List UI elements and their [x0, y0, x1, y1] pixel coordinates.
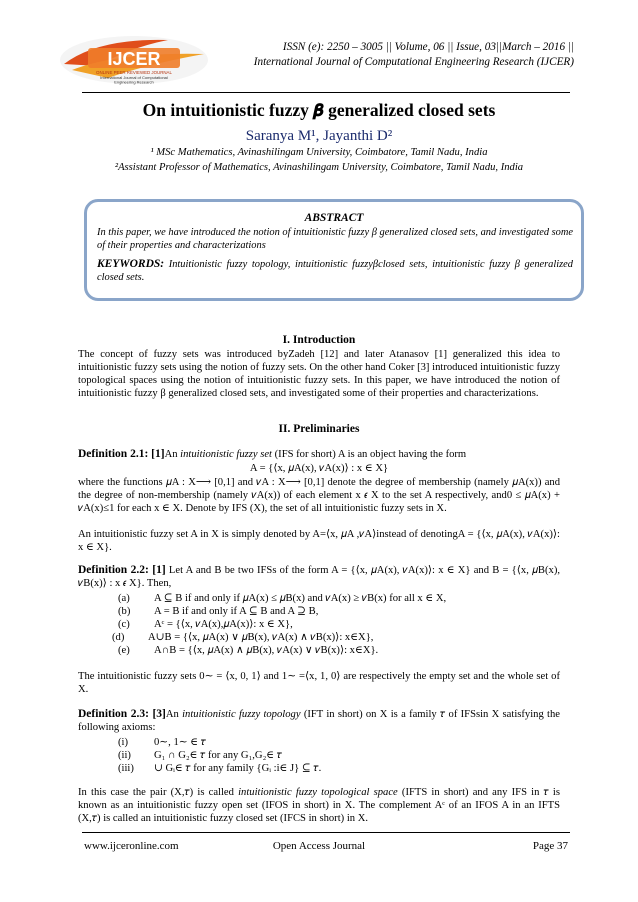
abstract-heading: ABSTRACT — [304, 212, 364, 224]
abstract-text: In this paper, we have introduced the notion of intuitionistic fuzzy β generalized closed sets, and investigated some of their properties and characterizations — [97, 227, 573, 251]
issn-line: ISSN (e): 2250 – 3005 || Volume, 06 || Issue, 03||March – 2016 || — [282, 41, 574, 53]
authors: Saranya M¹, Jayanthi D² — [245, 128, 393, 144]
item-num: (c) — [118, 619, 130, 630]
item-text: A∩B = {⟨x, 𝜇A(x) ∧ 𝜇B(x), 𝜈A(x) ∨ 𝜈B(x)⟩: x∈X}. — [154, 645, 379, 656]
definition-2-1-text: where the functions 𝜇A : X⟶ [0,1] and 𝜈A : X⟶ [0,1] denote the degree of membership (namely 𝜇A(x)) and the degree of non-membership (namely 𝜈A(x)) of each element x 𝜖 X to the set A respectively, and0 ≤ 𝜇A(x) + 𝜈A(x)≤1 for each x ∈ X. Denote by IFS (X), the set of all intuitionistic fuzzy sets in X. — [78, 477, 560, 514]
definition-2-1-label: Definition 2.1: [1] — [78, 448, 165, 460]
logo-tagline: ONLINE PEER REVIEWED JOURNAL — [96, 70, 172, 75]
header-divider — [82, 92, 570, 93]
footer-page-number: Page 37 — [532, 840, 568, 852]
def23-term: intuitionistic fuzzy topology — [182, 709, 301, 720]
keywords-text: Intuitionistic fuzzy topology, intuitionistic fuzzyβclosed sets, intuitionistic fuzzy β generalized closed sets. — [97, 259, 573, 283]
section-introduction-heading: I. Introduction — [282, 334, 356, 346]
affiliation-1: ¹ MSc Mathematics, Avinashilingam University, Coimbatore, Tamil Nadu, India — [150, 147, 488, 158]
def22-item-a — [118, 592, 446, 605]
definition-2-2-intro — [78, 564, 560, 590]
abstract-box — [84, 199, 584, 301]
def22-item-b — [118, 605, 318, 618]
footer-website-link[interactable]: www.ijceronline.com — [84, 840, 179, 852]
paper-title: On intuitionistic fuzzy 𝜷 generalized closed sets — [142, 100, 496, 120]
affiliation-2: ²Assistant Professor of Mathematics, Avinashilingam University, Coimbatore, Tamil Nadu, India — [114, 162, 524, 173]
definition-2-1-intro — [78, 448, 560, 461]
def21-intro-a: An — [164, 449, 181, 460]
journal-name-line: International Journal of Computational Engineering Research (IJCER) — [253, 56, 574, 68]
logo-wordmark: IJCER — [107, 49, 161, 69]
item-text: A ⊆ B if and only if 𝜇A(x) ≤ 𝜇B(x) and 𝜈A(x) ≥ 𝜈B(x) for all x ∈ X, — [154, 593, 447, 604]
keywords-label: KEYWORDS: — [97, 258, 165, 270]
def21-term: intuitionistic fuzzy set — [180, 449, 272, 460]
footer-divider — [82, 832, 570, 833]
item-num: (b) — [118, 606, 131, 617]
definition-2-2-after: The intuitionistic fuzzy sets 0∼ = ⟨x, 0, 1⟩ and 1∼ =⟨x, 1, 0⟩ are respectively the empty set and the whole set of X. — [78, 671, 560, 695]
def22-item-d — [112, 631, 373, 644]
item-text: A = B if and only if A ⊆ B and A ⊇ B, — [154, 606, 319, 617]
item-num: (e) — [118, 645, 130, 656]
definition-2-1-text2: An intuitionistic fuzzy set A in X is simply denoted by A=⟨x, 𝜇A ,𝜈A⟩instead of denotingA = {⟨x, 𝜇A(x), 𝜈A(x)⟩: x ∈ X}. — [78, 529, 560, 553]
keywords — [97, 258, 573, 284]
journal-header — [214, 40, 574, 70]
item-num: (i) — [118, 737, 128, 748]
footer-journal-label: Open Access Journal — [272, 840, 366, 852]
definition-2-3-after — [78, 786, 560, 825]
def23-after-b: (IFTS in short) and any IFS in 𝜏 is known as an intuitionistic fuzzy open set (IFOS in short) in X. The complement Aᶜ of an IFOS A in an IFTS (X,𝜏) is called an intuitionistic fuzzy closed set (IFCS in short) in X. — [78, 787, 560, 824]
item-text: ∪ Gᵢ∈ 𝜏 for any family {Gᵢ :i∈ J} ⊆ 𝜏. — [154, 763, 322, 774]
item-num: (a) — [118, 593, 130, 604]
logo-line2: Engineering Research — [114, 79, 154, 85]
definition-2-3-label: Definition 2.3: [3] — [78, 708, 166, 720]
def23-intro-a: An — [165, 709, 183, 720]
journal-logo — [58, 34, 210, 86]
item-num: (d) — [112, 632, 125, 643]
item-text: G₁ ∩ G₂∈ 𝜏 for any G₁,G₂∈ 𝜏 — [154, 750, 282, 761]
def22-text: Let A and B be two IFSs of the form A = {⟨x, 𝜇A(x), 𝜈A(x)⟩: x ∈ X} and B = {⟨x, 𝜇B(x), 𝜈B(x)⟩ : x 𝜖 X}. Then, — [78, 565, 560, 589]
def21-intro-b: (IFS for short) A is an object having the form — [271, 449, 467, 460]
definition-2-1-formula: A = {⟨x, 𝜇A(x), 𝜈A(x)⟩ : x ∈ X} — [249, 463, 389, 474]
def23-item-iii — [118, 762, 321, 775]
item-text: Aᶜ = {⟨x, 𝜈A(x),𝜇A(x)⟩: x ∈ X}, — [154, 619, 293, 630]
def22-item-e — [118, 644, 378, 657]
def23-after-term: intuitionistic fuzzy topological space — [238, 787, 398, 798]
item-num: (ii) — [118, 750, 131, 761]
introduction-paragraph: The concept of fuzzy sets was introduced byZadeh [12] and later Atanasov [1] generalized this idea to intuitionistic fuzzy sets using the notion of fuzzy sets. On the other hand Coker [3] introduced intuitionistic fuzzy topological spaces using the notion of intuitionistic fuzzy sets. In this paper, we have introduced the notion of intuitionistic fuzzy β generalized closed sets, and investigated some of their properties and characterizations. — [78, 349, 560, 399]
section-preliminaries-heading: II. Preliminaries — [278, 423, 360, 435]
def23-after-a: In this case the pair (X,𝜏) is called — [78, 787, 239, 798]
def22-item-c — [118, 618, 293, 631]
logo-line1: International Journal of Computational — [100, 75, 168, 80]
item-text: 0∼, 1∼ ∈ 𝜏 — [154, 737, 206, 748]
def23-item-i — [118, 736, 206, 749]
def23-item-ii — [118, 749, 282, 762]
definition-2-2-label: Definition 2.2: [1] — [78, 564, 166, 576]
item-text: A∪B = {⟨x, 𝜇A(x) ∨ 𝜇B(x), 𝜈A(x) ∧ 𝜈B(x)⟩: x∈X}, — [148, 632, 374, 643]
item-num: (iii) — [118, 763, 134, 774]
def23-intro-b: (IFT in short) on X is a family 𝜏 of IFSsin X satisfying the following axioms: — [78, 709, 560, 733]
definition-2-3-intro — [78, 708, 560, 734]
